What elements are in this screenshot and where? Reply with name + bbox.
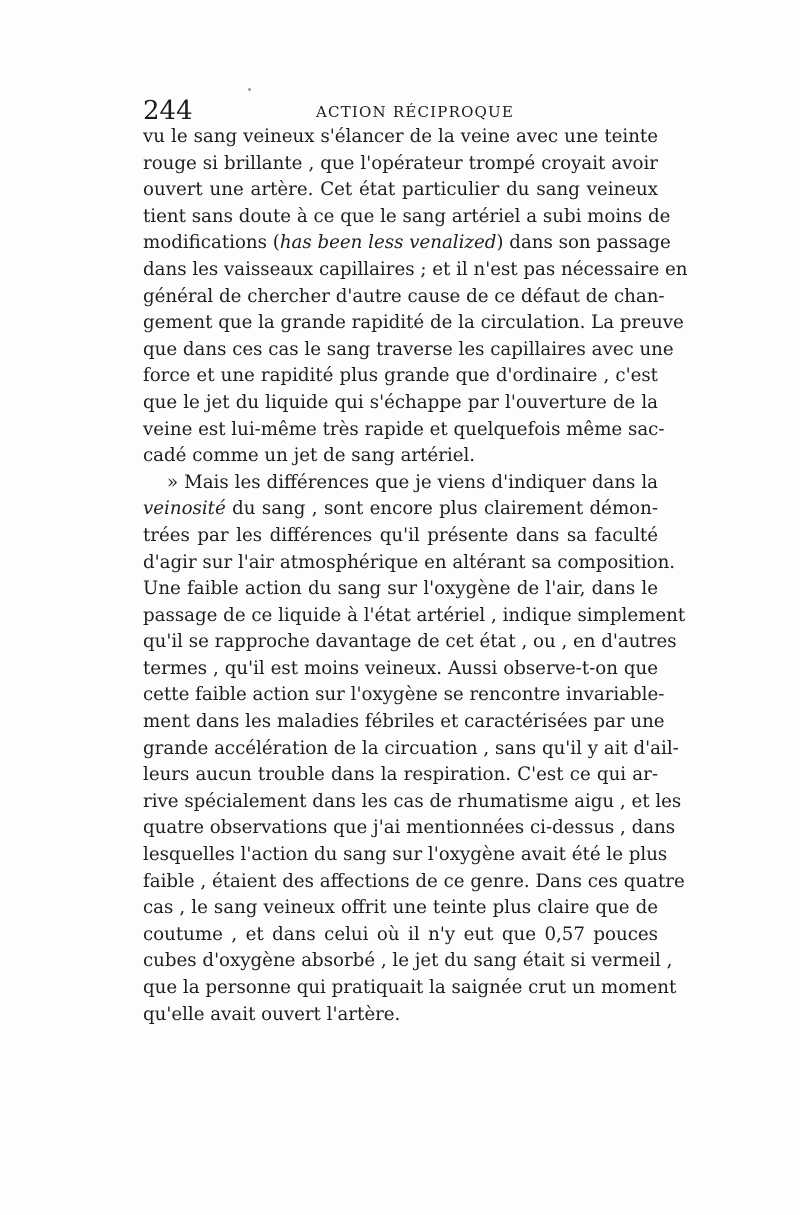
page-header [143,96,658,126]
text-line: d'agir sur l'air atmosphérique en altérant sa composition. [143,551,676,573]
text-line: grande accélération de la circuation , sans qu'il y ait d'ail- [143,737,679,759]
text-line: qu'elle avait ouvert l'artère. [143,1003,401,1025]
text-line [143,230,671,257]
text-line: que dans ces cas le sang traverse les capillaires avec une [143,338,674,360]
page-number: 244 [143,96,193,126]
text-line: cadé comme un jet de sang artériel. [143,445,476,467]
text-line: rouge si brillante , que l'opérateur trompé croyait avoir [143,152,658,174]
text-line: termes , qu'il est moins veineux. Aussi observe-t-on que [143,657,658,679]
text-line: tient sans doute à ce que le sang artériel a subi moins de [143,205,671,227]
running-head: ACTION RÉCIPROQUE [316,103,515,121]
text-line [143,496,658,523]
text-line: gement que la grande rapidité de la circulation. La preuve [143,312,684,334]
text-line: cas , le sang veineux offrit une teinte plus claire que de [143,897,658,919]
text-line: ouvert une artère. Cet état particulier du sang veineux [143,179,658,201]
text-line: passage de ce liquide à l'état artériel , indique simplement [143,604,686,626]
text-line: qu'il se rapproche davantage de cet état , ou , en d'autres [143,631,677,653]
text-line: Une faible action du sang sur l'oxygène de l'air, dans le [143,578,658,600]
text-line: que le jet du liquide qui s'échappe par l'ouverture de la [143,391,658,413]
text-line: dans les vaisseaux capillaires ; et il n'est pas nécessaire en [143,258,688,280]
text-line: faible , étaient des affections de ce genre. Dans ces quatre [143,870,685,892]
text-line: lesquelles l'action du sang sur l'oxygène avait été le plus [143,844,668,866]
text-line: trées par les différences qu'il présente dans sa faculté [143,524,658,546]
text-line: coutume , et dans celui où il n'y eut que 0,57 pouces [143,923,658,945]
text-line: » Mais les différences que je viens d'indiquer dans la [167,471,658,493]
english-phrase: has been less venalized [279,232,497,254]
text-line: leurs aucun trouble dans la respiration. C'est ce qui ar- [143,764,658,786]
text-line: que la personne qui pratiquait la saignée crut un moment [143,977,677,998]
text-line: ment dans les maladies fébriles et caractérisées par une [143,711,665,733]
italic-term: veinosité [143,498,226,520]
text-line: général de chercher d'autre cause de ce défaut de chan- [143,285,665,307]
body-text [143,124,688,1028]
text-segment: ) dans son passage [496,232,671,254]
text-line: quatre observations que j'ai mentionnées ci-dessus , dans [143,817,676,839]
text-segment: modifications ( [143,232,280,254]
text-segment: du sang , sont encore plus clairement démon- [225,498,658,520]
text-line: vu le sang veineux s'élancer de la veine avec une teinte [143,126,658,147]
text-line: cette faible action sur l'oxygène se rencontre invariable- [143,684,665,706]
text-line: rive spécialement dans les cas de rhumatisme aigu , et les [143,790,682,812]
text-line: veine est lui-même très rapide et quelquefois même sac- [143,418,665,440]
paper-speck [248,88,251,91]
text-line: cubes d'oxygène absorbé , le jet du sang était si vermeil , [143,950,673,972]
text-line: force et une rapidité plus grande que d'ordinaire , c'est [143,365,658,387]
